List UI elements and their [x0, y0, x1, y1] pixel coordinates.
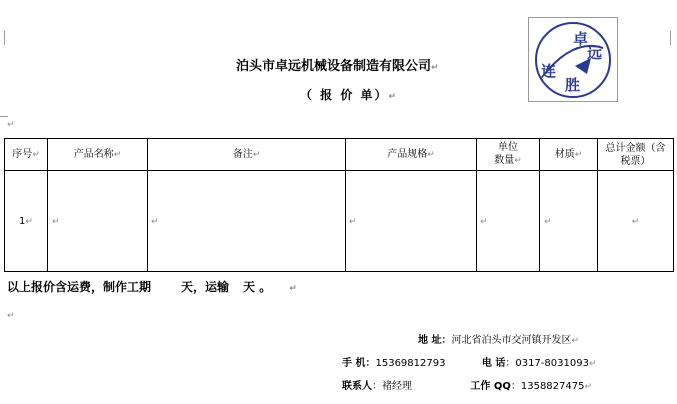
terms-line: 以上报价含运费，制作工期 天，运输 天 。 ↵ — [7, 280, 297, 294]
person-line: 联系人：褚经理 工作 QQ：1358827475↵ — [342, 381, 593, 392]
col-header-spec: 产品规格↵ — [346, 139, 477, 171]
logo-char-2: 远 — [587, 44, 603, 62]
col-header-total: 总计金额（含 税票） — [598, 139, 674, 171]
cell-total[interactable]: ↵ — [598, 171, 674, 272]
crop-mark-top-right — [664, 31, 671, 45]
company-logo — [528, 17, 618, 102]
col-header-material: 材质↵ — [540, 139, 598, 171]
cell-spec[interactable]: ↵ — [346, 171, 477, 272]
paragraph-mark: ↵ — [7, 311, 15, 321]
cell-product-name[interactable]: ↵ — [48, 171, 148, 272]
table-header-row — [5, 139, 674, 171]
logo-char-4: 胜 — [565, 76, 581, 94]
cell-unit-qty[interactable]: ↵ — [477, 171, 540, 272]
document-title: （ 报 价 单）↵ — [300, 88, 399, 102]
crop-mark-top-left — [4, 31, 11, 45]
logo-graphic — [529, 18, 617, 101]
address-line: 地 址：河北省泊头市交河镇开发区↵ — [418, 335, 580, 346]
table-row — [5, 171, 674, 272]
phone-line: 手 机：15369812793 电 话：0317-8031093↵ — [342, 358, 597, 369]
cell-material[interactable]: ↵ — [540, 171, 598, 272]
cell-remarks[interactable]: ↵ — [148, 171, 346, 272]
col-header-product-name: 产品名称↵ — [48, 139, 148, 171]
paragraph-mark: ↵ — [7, 120, 15, 130]
logo-char-3: 连 — [541, 62, 557, 80]
col-header-remarks: 备注↵ — [148, 139, 346, 171]
logo-char-1: 卓 — [573, 30, 589, 48]
quote-table — [4, 138, 674, 272]
crop-mark-left-rule — [0, 116, 8, 118]
col-header-no: 序号↵ — [5, 139, 48, 171]
cell-no[interactable]: 1↵ — [5, 171, 48, 272]
col-header-unit-qty: 单位 数量↵ — [477, 139, 540, 171]
company-name: 泊头市卓远机械设备制造有限公司↵ — [236, 59, 439, 74]
